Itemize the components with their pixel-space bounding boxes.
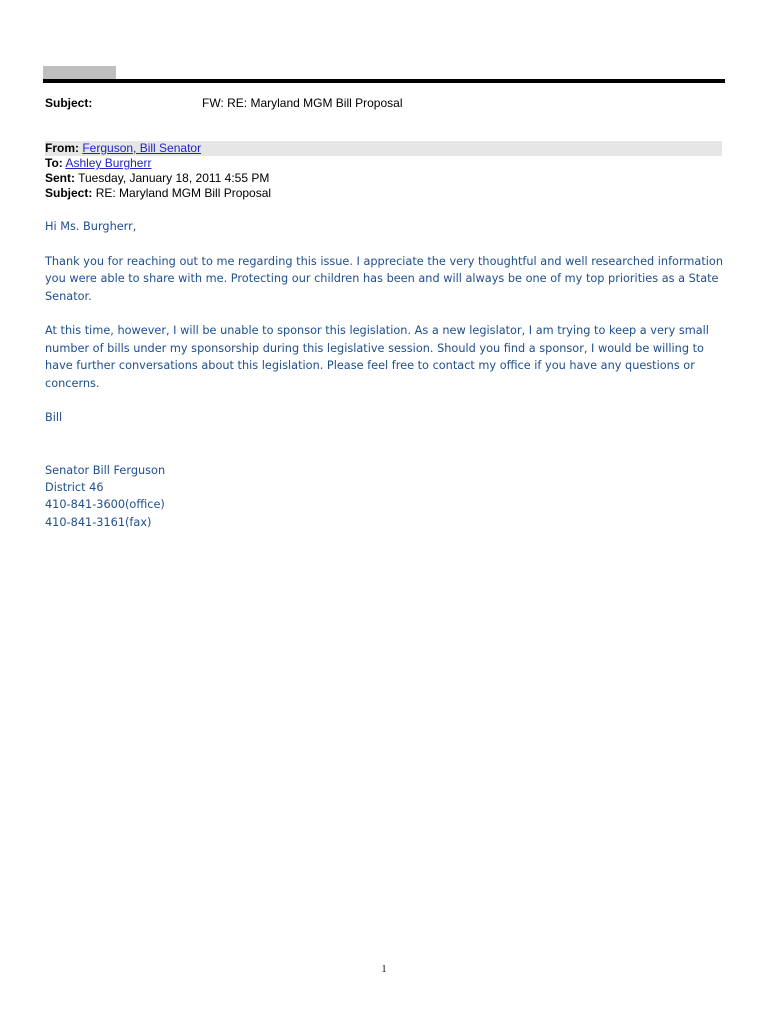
top-subject-label: Subject: [45, 96, 93, 110]
signature-gap [45, 444, 725, 461]
subject-value: RE: Maryland MGM Bill Proposal [95, 186, 272, 200]
signoff: Bill [45, 411, 63, 425]
subject-row [45, 186, 722, 201]
top-subject-value: FW: RE: Maryland MGM Bill Proposal [202, 96, 403, 110]
to-link[interactable]: Ashley Burgherr [65, 156, 152, 170]
signature-district: District 46 [45, 481, 104, 495]
message-header [45, 141, 722, 201]
signature-block [45, 462, 725, 532]
top-subject-line [45, 96, 403, 110]
signature-fax: 410-841-3161(fax) [45, 515, 152, 529]
sent-value: Tuesday, January 18, 2011 4:55 PM [78, 171, 270, 185]
greeting: Hi Ms. Burgherr, [45, 220, 137, 233]
from-label: From: [45, 141, 79, 155]
from-row [45, 141, 722, 156]
sent-label: Sent: [45, 171, 75, 185]
to-row [45, 156, 722, 171]
from-link[interactable]: Ferguson, Bill Senator [82, 141, 202, 155]
page-number: 1 [381, 964, 387, 975]
header-rule [43, 79, 725, 83]
subject-label: Subject: [45, 186, 93, 200]
sent-row [45, 171, 722, 186]
body-paragraph: Thank you for reaching out to me regarding this issue. I appreciate the very thoughtful and well researched information you were able to share with me. Protecting our children has been and will always be one of my top priorities as a State Senator. [45, 254, 723, 303]
body-paragraph: At this time, however, I will be unable to sponsor this legislation. As a new legislator, I am trying to keep a very small number of bills under my sponsorship during this legislative session. Should you find a sponsor, I would be willing to have further conversations about this legislation. Please feel free to contact my office if you have any questions or concerns. [45, 324, 709, 390]
to-label: To: [45, 156, 63, 170]
signature-name: Senator Bill Ferguson [45, 463, 166, 477]
signature-office-phone: 410-841-3600(office) [45, 498, 165, 512]
email-body [45, 218, 725, 531]
